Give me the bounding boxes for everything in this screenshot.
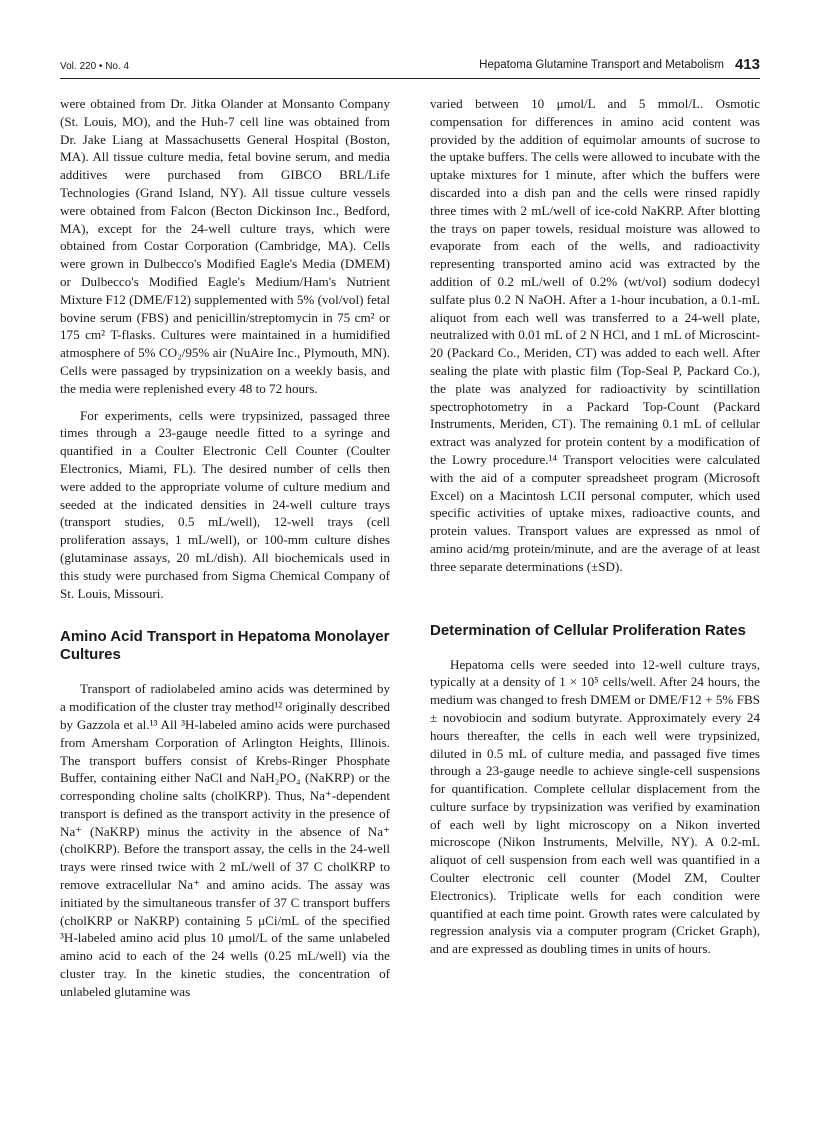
- left-column: [60, 95, 390, 1001]
- right-column: [430, 95, 760, 958]
- methods-paragraph-cell-seeding: For experiments, cells were trypsinized, passaged three times through a 23-gauge needle fitted to a syringe and quantified in a Coulter Electronic Cell Counter (Coulter Electronics, Miami, FL). The desired number of cells then were added to the appropriate volume of culture medium and seeded at the indicated densities in 24-well culture trays (transport studies, 0.5 mL/well), 12-well trays (cell proliferation assays, 1 mL/well), or 100-mm culture dishes (glutaminase assays, 20 mL/dish). All biochemicals used in this study were purchased from Sigma Chemical Company of St. Louis, Missouri.: [60, 407, 390, 601]
- journal-volume: Vol. 220 • No. 4: [60, 61, 130, 72]
- methods-paragraph-transport-assay: Transport of radiolabeled amino acids was determined by a modification of the cluster tray method¹² originally described by Gazzola et al.¹³ All ³H-labeled amino acids were purchased from Amersham Corporation of Arlington Heights, Illinois. The transport buffers consist of Krebs-Ringer Phosphate Buffer, containing either NaCl and NaH₂PO₄ (NaKRP) or the corresponding choline salts (cholKRP). Thus, Na⁺-dependent transport is defined as the transport activity in the presence of Na⁺ (NaKRP) minus the activity in the absence of Na⁺ (cholKRP). Before the transport assay, the cells in the 24-well trays were rinsed twice with 2 mL/well of 37 C cholKRP to remove extracellular Na⁺ and amino acids. The assay was initiated by the simultaneous transfer of 37 C transport buffers (cholKRP or NaKRP) containing 5 μCi/mL of the specified ³H-labeled amino acid plus 10 μmol/L of the same unlabeled amino acid to each of the 24 wells (0.25 mL/well) via the cluster tray. In the kinetic studies, the concentration of unlabeled glutamine was: [60, 681, 390, 999]
- running-title: Hepatoma Glutamine Transport and Metabolism: [479, 59, 724, 71]
- section-heading-cellular-proliferation: Determination of Cellular Proliferation Rates: [430, 621, 746, 639]
- running-header: [60, 56, 760, 79]
- methods-paragraph-cell-lines: were obtained from Dr. Jitka Olander at Monsanto Company (St. Louis, MO), and the Huh-7 cell line was obtained from Dr. Jake Liang at Massachusetts General Hospital (Boston, MA). All tissue culture media, fetal bovine serum, and media additives were purchased from GIBCO BRL/Life Technologies (Grand Island, NY). All tissue culture vessels were obtained from Falcon (Becton Dickinson Inc., Bedford, MA), except for the 24-well culture trays, which were obtained from Costar Corporation (Cambridge, MA). Cells were grown in Dulbecco's Modified Eagle's Media (DMEM) or Dulbecco's Modified Eagle's Medium/Ham's Nutrient Mixture F12 (DME/F12) supplemented with 5% (vol/vol) fetal bovine serum (FBS) and penicillin/streptomycin in 75 cm² or 175 cm² T-flasks. Cultures were maintained in a humidified atmosphere of 5% CO₂/95% air (NuAire Inc., Plymouth, MN). Cells were passaged by trypsinization on a weekly basis, and the media were replenished every 48 to 72 hours.: [60, 96, 390, 396]
- methods-paragraph-proliferation: Hepatoma cells were seeded into 12-well culture trays, typically at a density of 1 × 10⁵ cells/well. After 24 hours, the medium was changed to fresh DMEM or DME/F12 + 5% FBS ± novobiocin and sodium butyrate. Approximately every 24 hours thereafter, the cells in each well were trypsinized, diluted in 0.5 mL of culture media, and passaged five times through a 23-gauge needle to achieve single-cell suspensions for quantification. Complete cellular displacement from the culture surface by trypsinization was verified by examination of each well by light microscopy on a Nikon inverted microscope (Nikon Instruments, Melville, NY). A 0.2-mL aliquot of cell suspension from each well was quantified in a Coulter electronic cell counter (Model ZM, Coulter Electronics). Triplicate wells for each condition were quantified at each time point. Growth rates were calculated by regression analysis via a computer program (Cricket Graph), and are expressed as doubling times in units of hours.: [430, 656, 760, 957]
- page-number: 413: [734, 56, 760, 73]
- methods-paragraph-transport-continued: varied between 10 μmol/L and 5 mmol/L. Osmotic compensation for differences in amino acid content was provided by the addition of equimolar amounts of sucrose to the uptake buffers. The cells were allowed to incubate with the uptake mixtures for 1 minute, after which the buffers were discarded into a dish pan and the cells were rinsed rapidly three times with 2 mL/well of ice-cold NaKRP. After blotting the trays on paper towels, residual moisture was allowed to evaporate from each of the wells, and radioactivity representing transported amino acid was extracted by the addition of 0.2 mL/well of 0.2% (wt/vol) sodium dodecyl sulfate plus 0.2 N NaOH. After a 1-hour incubation, a 0.1-mL aliquot from each well was transferred to a 24-well plate, neutralized with 0.01 mL of 2 N HCl, and 1 mL of Microscint-20 (Packard Co., Meriden, CT) was added to each well. After sealing the plate with plastic film (Top-Seal P, Packard Co.), the plate was analyzed for radioactivity by scintillation spectrophotometry in a Packard Top-Count (Packard Instruments, Meriden, CT). The remaining 0.1 mL of cellular extract was analyzed for protein content by a modification of the Lowry procedure.¹⁴ Transport velocities were calculated with the aid of a computer spreadsheet program (Microsoft Excel) on a Macintosh LCII personal computer, which used specific activities of uptake mixes, radioactive counts, and protein values. Transport values are expressed as nmol of amino acid/mg protein/minute, and are the average of at least three separate determinations (±SD).: [430, 96, 760, 574]
- section-heading-amino-acid-transport: Amino Acid Transport in Hepatoma Monolayer Cultures: [60, 628, 390, 664]
